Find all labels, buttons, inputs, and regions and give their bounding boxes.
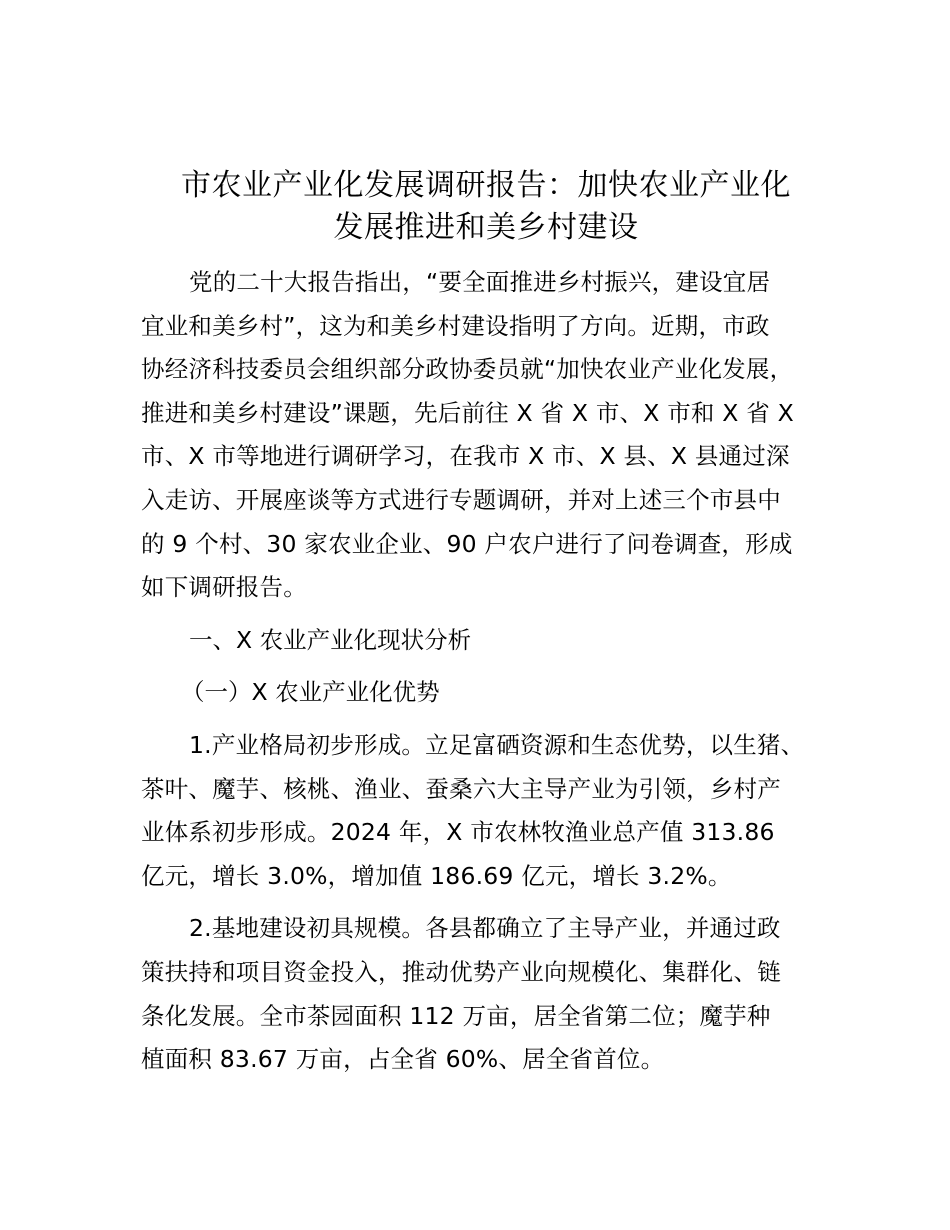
paragraph-line: 入走访、开展座谈等方式进行专题调研，并对上述三个市县中 [141, 485, 781, 514]
paragraph-line: 亿元，增长 3.0%，增加值 186.69 亿元，增长 3.2%。 [141, 861, 732, 890]
paragraph-line: 协经济科技委员会组织部分政协委员就“加快农业产业化发展， [141, 355, 794, 384]
paragraph-line: 的 9 个村、30 家农业企业、90 户农户进行了问卷调查，形成 [141, 529, 793, 558]
title-line: 市农业产业化发展调研报告：加快农业产业化 [181, 168, 791, 203]
paragraph-line: 党的二十大报告指出，“要全面推进乡村振兴，建设宜居 [189, 268, 771, 296]
intro-paragraph [141, 261, 831, 610]
paragraph-line: 1.产业格局初步形成。立足富硒资源和生态优势，以生猪、 [189, 730, 805, 759]
title-line: 发展推进和美乡村建设 [333, 210, 639, 245]
paragraph-line: 策扶持和项目资金投入，推动优势产业向规模化、集群化、链 [141, 957, 781, 986]
paragraph-line: 茶叶、魔芋、核桃、渔业、蚕桑六大主导产业为引领，乡村产 [141, 774, 781, 803]
paragraph-line: 植面积 83.67 万亩，占全省 60%、居全省首位。 [141, 1045, 665, 1074]
paragraph-line: 如下调研报告。 [141, 573, 307, 602]
paragraph-line: 业体系初步形成。2024 年，X 市农林牧渔业总产值 313.86 [141, 818, 775, 847]
paragraph-line: 推进和美乡村建设”课题，先后前往 X 省 X 市、X 市和 X 省 X [141, 398, 794, 427]
paragraph-line: 市、X 市等地进行调研学习，在我市 X 市、X 县、X 县通过深 [141, 442, 790, 471]
point-2-paragraph [141, 907, 831, 1081]
point-1-paragraph [141, 724, 831, 898]
document-title [141, 165, 831, 249]
subsection-heading: （一）X 农业产业化优势 [181, 678, 440, 707]
paragraph-line: 2.基地建设初具规模。各县都确立了主导产业，并通过政 [189, 914, 781, 943]
document-page [141, 165, 831, 1091]
paragraph-line: 宜业和美乡村”，这为和美乡村建设指明了方向。近期，市政 [141, 311, 770, 340]
section-heading: 一、X 农业产业化现状分析 [189, 625, 472, 654]
paragraph-line: 条化发展。全市茶园面积 112 万亩，居全省第二位；魔芋种 [141, 1001, 771, 1030]
